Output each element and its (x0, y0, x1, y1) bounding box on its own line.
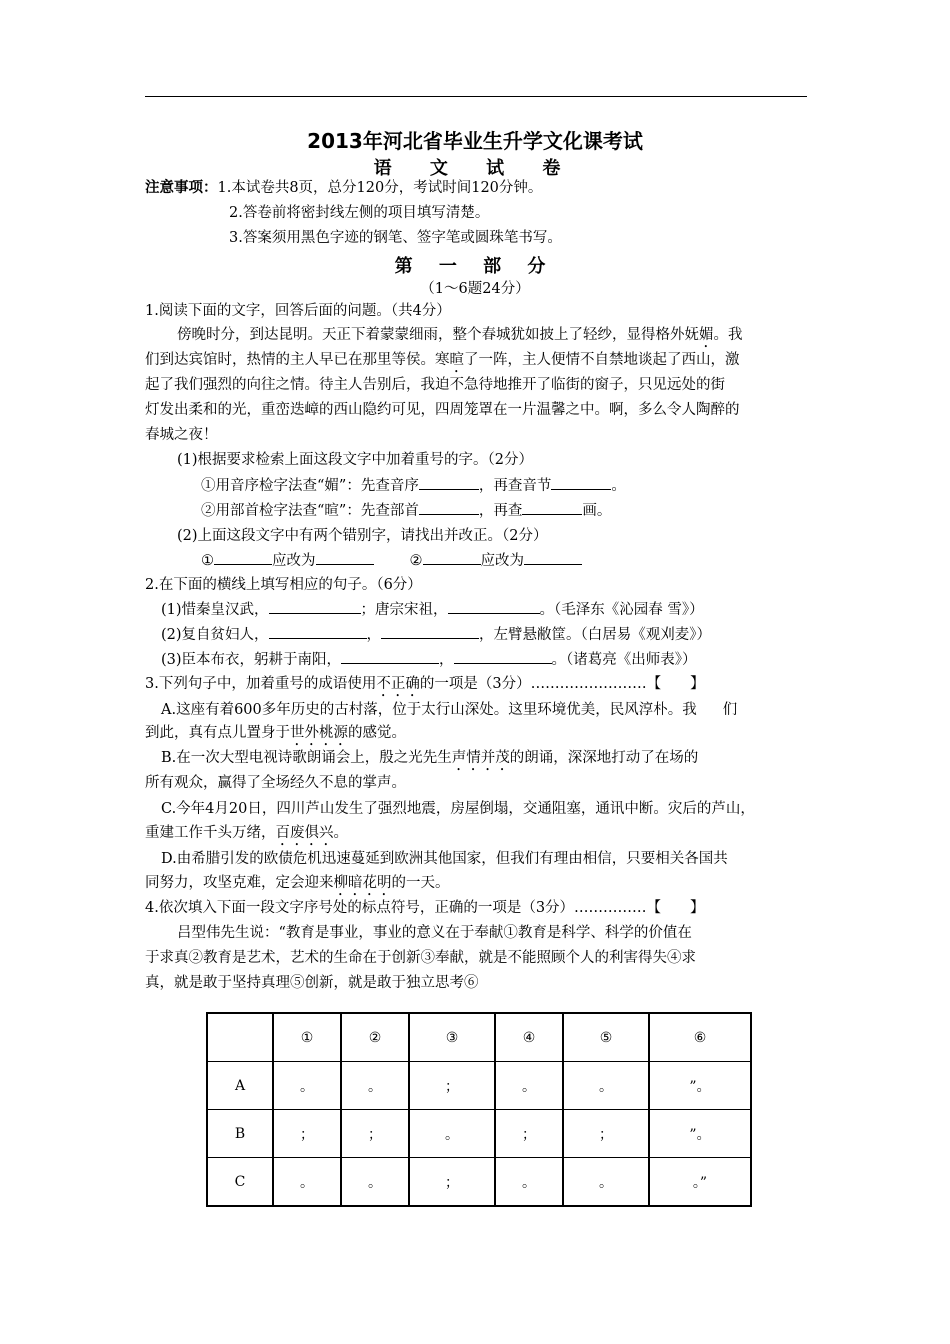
answer-blank[interactable] (341, 649, 439, 664)
top-rule (145, 96, 807, 97)
q3-stem: 3.下列句子中，加着重号的成语使用不正确的一项是（3分）……………………【 】 (145, 676, 705, 692)
q1-passage-line-3: 起了我们强烈的向往之情。待主人告别后，我迫不急待地推开了临街的窗子，只见远处的街 (145, 377, 725, 393)
notice-line-1 (145, 177, 810, 199)
table-cell: B (207, 1110, 273, 1158)
notice-label: 注意事项： (145, 180, 218, 196)
table-cell: ； (273, 1110, 341, 1158)
emphasis-char-mei: 媚 (699, 327, 714, 343)
notice-item-3: 3.答案须用黑色字迹的钢笔、签字笔或圆珠笔书写。 (229, 230, 562, 246)
q1-sub2: (2)上面这段文字中有两个错别字，请找出并改正。（2分） (177, 528, 548, 544)
answer-blank[interactable] (381, 624, 479, 639)
table-cell: ④ (495, 1013, 563, 1062)
table-cell: ； (341, 1110, 409, 1158)
table-cell: 。 (563, 1158, 649, 1207)
q1-sub1b: ②用部首检字法查“暄”：先查部首 ，再查 画。 (201, 500, 866, 522)
part-title: 第 一 部 分 (394, 256, 556, 277)
q2-line-1: (1)惜秦皇汉武， ；唐宗宋祖， 。（毛泽东《沁园春 雪》） (161, 599, 826, 621)
answer-blank[interactable] (419, 500, 479, 515)
table-cell: ”。 (649, 1110, 751, 1158)
table-cell: C (207, 1158, 273, 1207)
answer-blank[interactable] (269, 599, 361, 614)
table-row (207, 1158, 751, 1207)
table-cell: ① (273, 1013, 341, 1062)
table-cell: ； (409, 1158, 495, 1207)
q3-option-a-line-2: 到此，真有点儿置身于世外桃源的感觉。 (145, 725, 406, 741)
q1-sub1a: ①用音序检字法查“媚”：先查音序 ，再查音节 。 (201, 475, 866, 497)
answer-blank[interactable] (448, 599, 540, 614)
q3-option-a-line-1: A.这座有着600多年历史的古村落，位于太行山深处。这里环境优美，民风淳朴。我 们 (161, 702, 738, 718)
answer-blank[interactable] (419, 475, 479, 490)
answer-blank[interactable] (524, 550, 582, 565)
q2-line-3: (3)臣本布衣，躬耕于南阳， ， 。（诸葛亮《出师表》） (161, 649, 826, 671)
q1-passage-line-5: 春城之夜！ (145, 427, 218, 443)
table-row (207, 1110, 751, 1158)
q4-stem: 4.依次填入下面一段文字序号处的标点符号，正确的一项是（3分）……………【 】 (145, 900, 705, 916)
q2-stem: 2.在下面的横线上填写相应的句子。（6分） (145, 577, 422, 593)
q3-option-c-line-1: C.今年4月20日，四川芦山发生了强烈地震，房屋倒塌，交通阻塞，通讯中断。灾后的芦山， (161, 801, 755, 817)
q3-option-d-line-2: 同努力，攻坚克难，定会迎来柳暗花明的一天。 (145, 875, 450, 891)
table-cell: ”。 (649, 1062, 751, 1110)
table-cell: 。” (649, 1158, 751, 1207)
q4-passage-line-1: 吕型伟先生说：“教育是事业，事业的意义在于奉献①教育是科学、科学的价值在 (177, 925, 692, 941)
table-cell: 。 (495, 1158, 563, 1207)
table-cell: 。 (563, 1062, 649, 1110)
q3-option-b-line-1: B.在一次大型电视诗歌朗诵会上，殷之光先生声情并茂的朗诵，深深地打动了在场的 (161, 750, 699, 766)
table-cell: 。 (273, 1062, 341, 1110)
table-cell: 。 (495, 1062, 563, 1110)
table-cell: 。 (273, 1158, 341, 1207)
table-cell: 。 (409, 1110, 495, 1158)
table-cell: 。 (341, 1158, 409, 1207)
table-cell: ⑥ (649, 1013, 751, 1062)
table-cell: A (207, 1062, 273, 1110)
answer-blank[interactable] (522, 500, 582, 515)
q1-passage-line-2: 们到达宾馆时，热情的主人早已在那里等侯。寒暄了一阵，主人便情不自禁地谈起了西山，激 (145, 352, 740, 368)
table-row (207, 1062, 751, 1110)
q1-passage-line-1: 傍晚时分，到达昆明。天正下着蒙蒙细雨，整个春城犹如披上了轻纱，显得格外妩媚。我 (177, 327, 743, 343)
answer-blank[interactable] (214, 550, 272, 565)
table-cell: 。 (341, 1062, 409, 1110)
q2-line-2: (2)复自贫妇人， ， ，左臂悬敝筐。（白居易《观刈麦》） (161, 624, 826, 646)
q4-passage-line-2: 于求真②教育是艺术，艺术的生命在于创新③奉献，就是不能照顾个人的利害得失④求 (145, 950, 696, 966)
part-range: （1～6题24分） (420, 281, 530, 297)
answer-blank[interactable] (423, 550, 481, 565)
table-cell: ； (409, 1062, 495, 1110)
answer-blank[interactable] (454, 649, 552, 664)
q3-option-b-line-2: 所有观众，赢得了全场经久不息的掌声。 (145, 775, 406, 791)
table-cell: ② (341, 1013, 409, 1062)
q1-stem: 1.阅读下面的文字，回答后面的问题。（共4分） (145, 303, 451, 319)
answer-blank[interactable] (551, 475, 611, 490)
table-cell: ③ (409, 1013, 495, 1062)
q3-option-c-line-2: 重建工作千头万绪，百废俱兴。 (145, 825, 348, 841)
q1-sub2a: ① 应改为 ② 应改为 (201, 550, 866, 572)
punctuation-options-table (206, 1012, 752, 1207)
table-cell: ⑤ (563, 1013, 649, 1062)
q1-passage-line-4: 灯发出柔和的光，重峦迭嶂的西山隐约可见，四周笼罩在一片温馨之中。啊，多么令人陶醉的 (145, 402, 740, 418)
answer-blank[interactable] (269, 624, 367, 639)
table-header-row (207, 1013, 751, 1062)
table-cell: ； (495, 1110, 563, 1158)
notice-item-1: 1.本试卷共8页，总分120分，考试时间120分钟。 (217, 180, 543, 196)
exam-title: 2013年河北省毕业生升学文化课考试 (307, 129, 643, 153)
q4-passage-line-3: 真，就是敢于坚持真理⑤创新，就是敢于独立思考⑥ (145, 975, 479, 991)
table-cell (207, 1013, 273, 1062)
exam-subtitle: 语 文 试 卷 (373, 158, 577, 179)
q1-sub1: (1)根据要求检索上面这段文字中加着重号的字。（2分） (177, 452, 534, 468)
q3-option-d-line-1: D.由希腊引发的欧债危机迅速蔓延到欧洲其他国家，但我们有理由相信，只要相关各国共 (161, 851, 728, 867)
notice-item-2: 2.答卷前将密封线左侧的项目填写清楚。 (229, 205, 490, 221)
emphasis-char-xuan: 暄 (449, 352, 464, 368)
table-cell: ； (563, 1110, 649, 1158)
answer-blank[interactable] (316, 550, 374, 565)
